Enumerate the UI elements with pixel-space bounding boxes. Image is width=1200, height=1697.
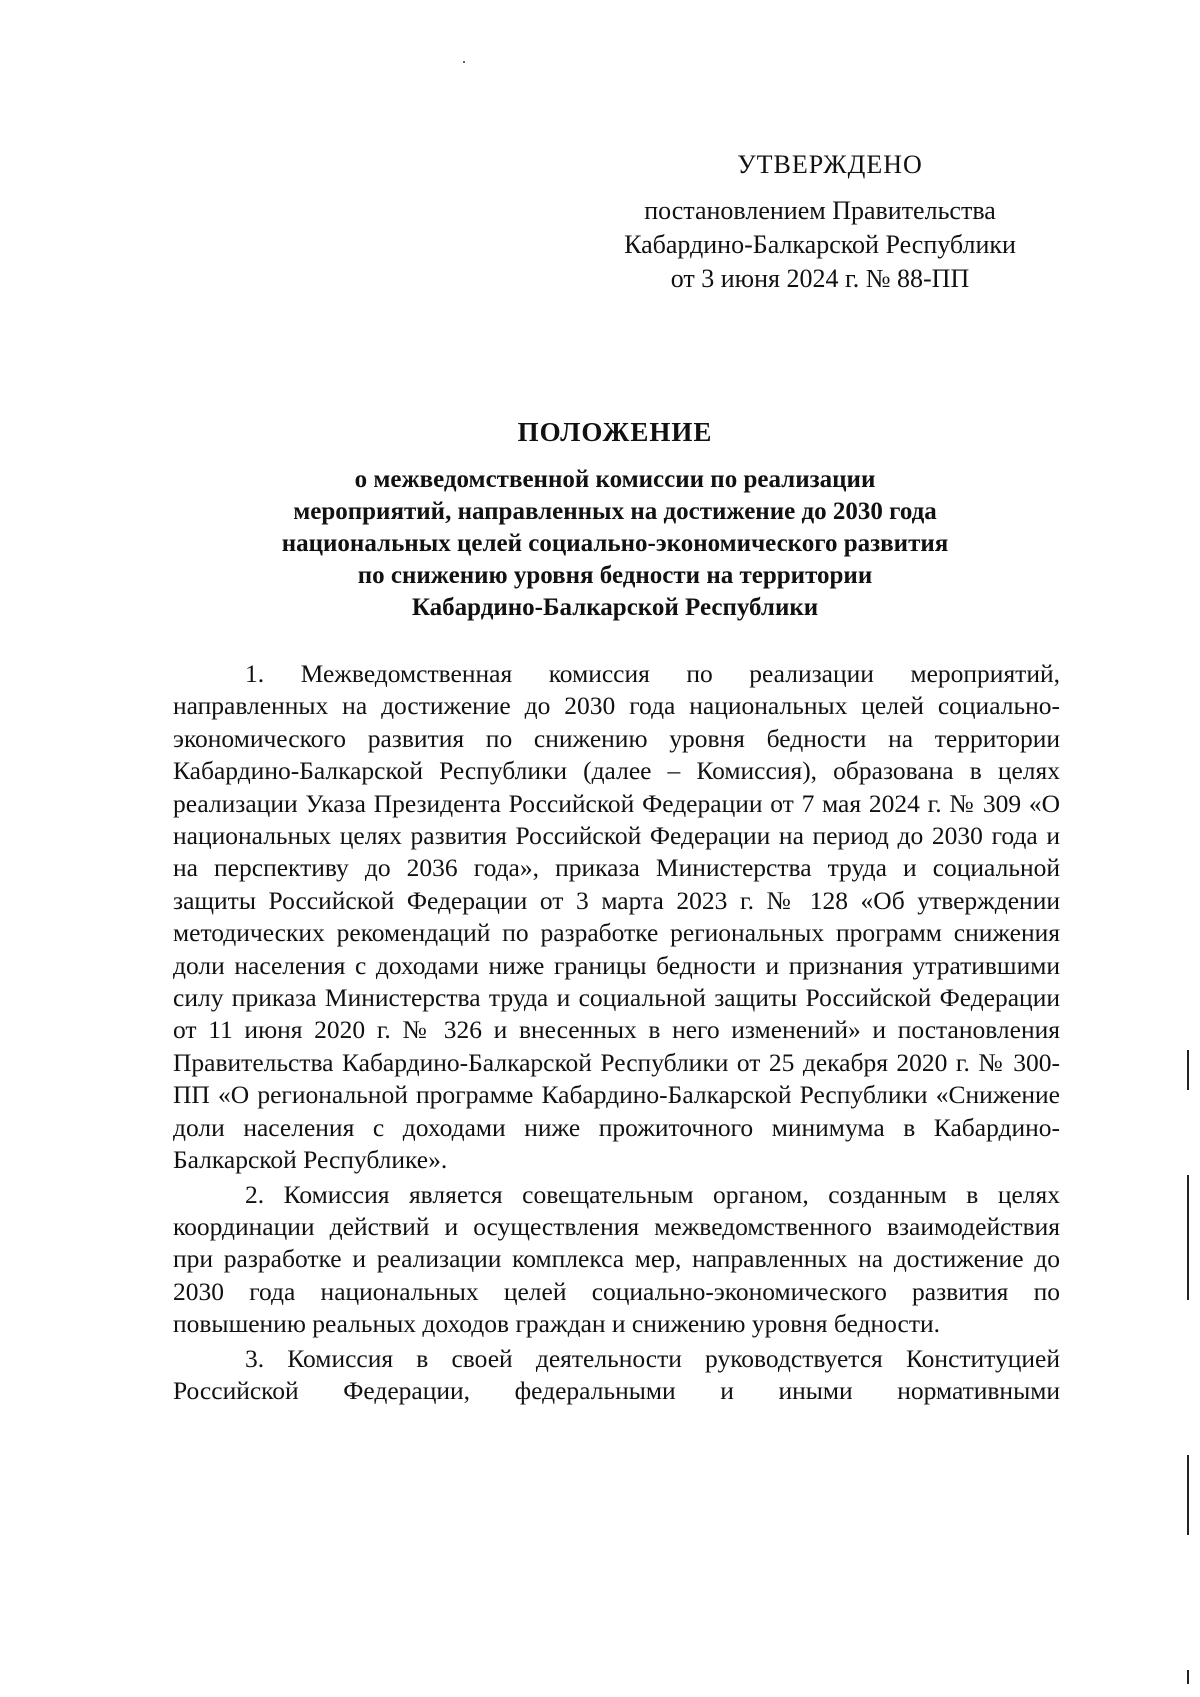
scan-artifact-mark — [1187, 1175, 1189, 1300]
document-heading — [170, 414, 1060, 624]
document-title: ПОЛОЖЕНИЕ — [517, 417, 713, 447]
scan-artifact-mark — [1187, 1050, 1189, 1090]
document-subtitle-line: о межведомственной комиссии по реализации — [354, 466, 876, 493]
scan-artifact-mark — [1187, 1670, 1189, 1684]
paragraph-1: 1. Межведомственная комиссия по реализации мероприятий, направленных на достижение до 2030 года национальных целей социально-экономического развития по снижению уровня бедности на территории Кабардино-Балкарской Республики (далее – Комиссия), образована в целях реализации Указа Президента Российской Федерации от 7 мая 2024 г. № 309 «О национальных целях развития Российской Федерации на период до 2030 года и на перспективу до 2036 года», приказа Министерства труда и социальной защиты Российской Федерации от 3 марта 2023 г. № 128 «Об утверждении методических рекомендаций по разработке региональных программ снижения доли населения с доходами ниже границы бедности и признания утратившими силу приказа Министерства труда и социальной защиты Российской Федерации от 11 июня 2020 г. № 326 и внесенных в него изменений» и постановления Правительства Кабардино-Балкарской Республики от 25 декабря 2020 г. № 300-ПП «О региональной программе Кабардино-Балкарской Республики «Снижение доли населения с доходами ниже прожиточного минимума в Кабардино-Балкарской Республике». — [173, 659, 1060, 1175]
approval-line: постановлением Правительства — [644, 196, 996, 225]
approval-line: Кабардино-Балкарской Республики — [624, 230, 1016, 259]
scan-artifact-mark — [1187, 1455, 1189, 1535]
document-subtitle-line: по снижению уровня бедности на территории — [357, 562, 873, 589]
paragraph-2: 2. Комиссия является совещательным органом, созданным в целях координации действий и осуществления межведомственного взаимодействия при разработке и реализации комплекса мер, направленных на достижение до 2030 года национальных целей социально-экономического развития по повышению реальных доходов граждан и снижению уровня бедности. — [173, 1179, 1060, 1339]
paragraph-3: 3. Комиссия в своей деятельности руководствуется Конституцией Российской Федерации, федеральными и иными нормативными — [173, 1343, 1060, 1405]
document-body — [173, 658, 1060, 1407]
document-subtitle-line: национальных целей социально-экономического развития — [281, 530, 949, 557]
approval-heading: УТВЕРЖДЕНО — [737, 150, 923, 179]
approval-line: от 3 июня 2024 г. № 88-ПП — [670, 264, 970, 293]
approval-stamp — [600, 148, 1040, 296]
document-subtitle-line: мероприятий, направленных на достижение до 2030 года — [293, 498, 937, 525]
document-subtitle-line: Кабардино-Балкарской Республики — [411, 594, 819, 621]
scan-artifact-dot — [463, 61, 465, 63]
